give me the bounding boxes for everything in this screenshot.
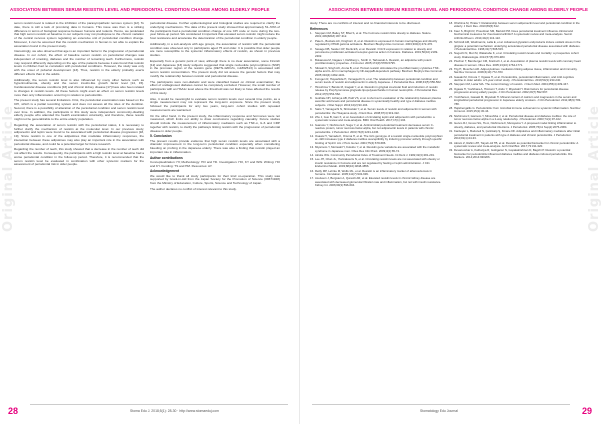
conflict-text: The author declares no conflict of interest relevant to this study. [150,186,237,191]
reference-item [310,97,443,107]
footer-rule [312,404,570,405]
reference-number: 27. [449,94,453,99]
side-band [586,22,600,402]
reference-text: Savage DB, Sewter CP, Klenk ES, et al. Resistin / Fizz3 expression in relation to obesity and peroxisome proliferator-activated receptor-gamma action in humans. Diabetes. 2001;50(10):2199-2202. [315,46,439,58]
reference-text: Schmidt AM, Weidman E, Lalla E, et al. Advanced glycation endproducts induce oxidant stress in the gingiva: a potential mechanism underlying accelerated periodontal disease associated with diabetes. J Periodontal Res. 1996;31(7):508-515. [454,40,581,51]
paragraph: Additionally, the serum resistin level is also influenced by many other factors such as hyperinsulinemia, obesity and the serum insulin-like growth factor level [14, 15]. Cardiovascular disease conditions [16] and chronic kidney disease [17] have also been related to changes in resistin levels. All these factors might exert an effect on serum resistin levels more than only inflammation occurring in relation to periodontitis. [14,77,144,97]
running-head: ASSOCIATION BETWEEN SERUM RESISTIN LEVEL AND PERIODONTAL CONDITION CHANGE AMONG ELDERLY PEOPLE [10,7,270,12]
paragraph: Regarding the number of teeth, this study showed that a decrease in the number of teeth did not affect the results. Consequently, the participants with a high resistin level at baseline had a worse periodontal condition in the follow-up period. Therefore, it is recommended that the serum resistin level be evaluated in combination with other systemic markers for the assessment of periodontal risk in older people. [14,147,144,167]
left-page [0,0,300,424]
footer-rule [30,404,288,405]
reference-number: 25. [449,82,453,87]
header-rule [310,18,576,19]
reference-number: 2. [310,38,313,43]
reference-item [310,135,443,145]
conclusion-heading: 5. Conclusion [150,134,172,139]
reference-number: 28. [449,105,453,110]
reference-number: 20. [449,40,453,45]
reference-number: 32. [449,140,453,145]
reference-number: 16. [310,168,314,173]
reference-item [310,124,443,134]
page-number: 28 [8,406,19,416]
reference-number: 24. [449,74,453,79]
reference-text: Bokarewa M, Nagaev I, Dahlberg L, Smith U, Tarkowski A. Resistin, an adipokine with potent proinflammatory properties. J Immunol. 2005;174(9):5789-5795. [315,57,432,66]
reference-number: 31. [449,129,453,134]
reference-number: 8. [310,95,313,100]
reference-number: 23. [449,66,453,71]
reference-number: 12. [310,134,314,139]
paragraph: Also, it would be meaningful to evaluate serum resistin levels over several time points, as a single measurement may not represent the long-term exposure. Since the present study followed the participants for only two years, long-term cohort studies with repeated measurements are warranted. [150,96,280,112]
reference-number: 33. [449,148,453,153]
paragraph: Interestingly, we also observed that age is an important factor in the progression of periodontal disease. In our cohort, the effect of baseline serum resistin on periodontal changes was independent of smoking, diabetes and the number of remaining teeth. Furthermore, resistin may respond differently depending on the age of the patients because it was found that resistin levels in children had no correlation with periodontal conditions. However, the study was only with the onset of pubertal development [13]. Thus, resistin in the elderly probably exerts different effects than in the adults. [14,49,144,76]
reference-number: 14. [310,153,314,158]
reference-text: Hiroshima Y, Bando M, Inagaki Y, et al. Resistin in gingival crevicular fluid and induction of resistin release by Porphyromonas gingivalis lipopolysaccharide in human neutrophils. J Periodontal Res. 2012;47(5):554-562. [315,84,438,96]
footer-text: Stoma Edu J. 2018;5(1): 28-30 · http://www.stomaeduj.com [130,409,219,413]
conclusion-text: The present results provide evidence that high serum resistin levels are associated with a dramatic improvement in the long-term periodontal condition especially when considering bleeding on probing in the Japanese elderly. There was also a finding that resistin played an important role in inflammation. [150,138,280,154]
reference-text: Noguchi N, Mori M, Watanabe K, et al. Circulating resistin levels and mortality: a prospective cohort study. Diabetologia. 2014;57(5):976-983. [454,51,579,59]
reference-text: Nishimura F, Iwamoto Y, Mineshiba J, et al. Periodontal disease and diabetes mellitus: the role of tumor necrosis factor-alpha in a 2-way relationship. J Periodontol. 2003;74(1):97-102. [454,113,576,122]
acknowledgement-heading: Acknowledgement [150,169,180,174]
reference-item [449,41,582,51]
side-band [0,22,14,402]
reference-number: 26. [449,86,453,91]
page-number: 29 [581,406,592,416]
paragraph: periodontal disease. Further epidemiological and biological studies are required to clarify the underlying mechanisms. The data of the present study showed that approximately 51–53% of the participants had a periodontal condition change of one CPI code or more during the two-year follow-up period. We considered it important that elevated serum resistin might reduce the host resistance and accelerate the deterioration of the periodontal condition in elderly people. [150,21,280,40]
reference-number: 5. [310,65,313,70]
paragraph: The present study has several limitations. First, the periodontal examination was based on the CPI, which is a partial recording system and does not assess all the sites of the dentition. Second, there is a possibility of alteration of the periodontal condition and serum resistin level over time. In addition, the participants in this study were independent community-dwelling elderly people who attended the health examination voluntarily, and therefore, these results might not be generalizable to the entire elderly population. [14,98,144,121]
reference-number: 3. [310,46,313,51]
reference-number: 19. [449,28,453,33]
reference-item [310,48,443,58]
reference-item [449,130,582,140]
paragraph: The participants were non-diabetic and were classified based on clinical examination; the effect of undiagnosed diabetes cannot be completely excluded. However, the small number of participants with an HbA1c level above the threshold was not likely to have affected the results of this study. [150,79,280,95]
reference-number: 7. [310,84,313,89]
reference-text: Ainslie WG. Community Periodontal Index of Treatment Needs. Int Dent J. 1982;32(3):281-291. [315,153,435,158]
reference-text: Axelsson J, Bergsten A, Qureshi AR, et al. Elevated resistin levels in chronic kidney disease are associated with decreased glomerular filtration rate and inflammation, but not with insulin resistance. Kidney Int. 2006;69(3):596-604. [315,176,442,188]
reference-number: 6. [310,76,313,81]
reference-number: 17. [310,176,314,181]
reference-number: 22. [449,59,453,64]
reference-item [310,67,443,77]
reference-text: Pischon T, Bamberger CM, Kratzsch J, et al. Association of plasma resistin levels with coronary heart disease in women. Obes Res. 2005;13(10):1764-1771. [454,59,581,67]
right-column-2 [449,22,582,404]
reference-number: 11. [310,122,314,127]
reference-text: Lee JH, Chan JL, Yiannakouris N, et al. Circulating resistin levels are not associated with obesity or insulin resistance in humans and are not regulated by fasting or leptin administration. J Clin Endocrinol Metab. 2003;88(10):4848-4856. [315,157,440,169]
running-head: ASSOCIATION BETWEEN SERUM RESISTIN LEVEL AND PERIODONTAL CONDITION CHANGE AMONG ELDERLY PEOPLE [328,7,588,12]
reference-number: 13. [310,145,314,150]
paragraph: Additionally, in a sub-analysis with age groups, the association of resistin with the periodontal condition was observed only in participants aged 75 and older. It is possible that older people are more susceptible to the systemic inflammatory effects of resistin, as shown in previous studies. [150,41,280,57]
reference-number: 18. [449,21,453,25]
paragraph: On the other hand, in the present study, the inflammatory response and hormones were not measured, which limits our ability to draw conclusions regarding causality. Future studies should include the measurement of inflammatory mediators such as TNF-α, IL-6 and CRP together with resistin, to clarify the pathways linking resistin with the progression of periodontal disease in older people. [150,113,280,133]
reference-text: Steppan CM, Lazar MA. The current biology of resistin. J Intern Med. 2004;255(4):439-447. [454,82,569,87]
side-label: Original Article [587,105,602,232]
reference-text: Iwasaki M, Kimura Y, Ogawa H, et al. Periodontitis, periodontal inflammation, and mild cognitive decline in older adults: a 5-year cohort study. J Periodontal Res. 2019;54(3):233-240. [454,74,575,83]
reference-text: Zhu J, Guo B, Gan X, et al. Association of circulating leptin and adiponectin with periodontitis: a systematic review and meta-analysis. BMC Oral Health. 2017;17(1):104. [315,114,435,123]
reference-item [449,30,582,40]
reference-text: Iwamoto Y, Nishimura F, Soga Y, et al. Antimicrobial periodontal treatment decreases serum C-reactive protein, tumor necrosis factor-alpha, but not adiponectin levels in patients with chronic periodontitis. J Periodontol. 2003;74(8):1231-1236. [315,122,434,134]
reference-number: 1. [310,31,313,35]
reference-number: 15. [310,157,314,162]
header-rule [10,18,276,19]
reference-number: 30. [449,121,453,126]
reference-list [449,22,582,160]
reference-number: 4. [310,57,313,62]
acknowledgement-text: We would like to thank all study participants for their kind co-operation. This study was supported by Grant-in-Aid from the Japan Society for the Promotion of Science (09671928) from the Ministry of Education, Culture, Sports, Science and Technology of Japan. [150,173,280,185]
right-column-1 [310,22,443,404]
reference-item [449,96,582,106]
reference-text: Ogawa H, Yoshihara A, Hirotomi T, Ando Y, Miyazaki H. Risk factors for periodontal disease progression among elderly people. J Clin Periodontol. 2002;29(7):592-597. [454,86,569,95]
paragraph: Especially from a genetic point of view, although there is no clear association, some Finnish [12] and Japanese [13] study subjects suggested that single nucleotide polymorphisms (SNP) in the promoter region of the resistin gene (RETN-420C/G, rs1862513) is associated with serum resistin concentration. The present study did not assess the genetic factors that may modify the relationship between resistin and periodontal disease. [150,58,280,78]
left-column-1 [14,22,144,404]
paragraph: study. There are no conflicts of interest and no financial interests to be disclosed. [310,21,421,25]
footer-text: Stomatology Edu Journal [420,409,458,413]
reference-number: 29. [449,113,453,118]
reference-item [310,158,443,168]
reference-text: Gokhale NH, Acharya AB, Patil VS, et al. A short-term evaluation of the relationship between plasma ascorbic acid levels and periodontal disease in systemically healthy and type 2 diabetes mellitus subjects. J Diet Suppl. 2013;10(2):93-104. [315,95,441,107]
left-column-2 [150,22,280,404]
reference-text: Reilly MP, Lehrke M, Wolfe ML, et al. Resistin is an inflammatory marker of atherosclerosis in humans. Circulation. 2005;111(7):932-939. [315,168,432,177]
reference-text: Patel L, Buckels AC, Kinghorn IJ, et al. Resistin is expressed in human macrophages and directly regulated by PPAR gamma activators. Biochem Biophys Res Commun. 2003;300(2):472-476. [315,38,438,47]
reference-text: Ohshima M, Hirata Y. Relationship between serum adiponectin level and periodontal condition in the elderly. J Dent Res. 2010;89(6):612. [454,21,580,29]
reference-number: 9. [310,107,313,112]
reference-text: Devanoorkar A, Kathariya R, Guttiganur N, Gopalakrishnan D, Bagchi P. Resistin: a potential biomarker for periodontitis influenced diabetes mellitus and diabetes induced periodontitis. Dis Markers. 2014;2014:930206. [454,148,573,160]
paragraph: serum resistin level is related to the inhibition of the parasympathetic nervous system [12]. To date, there is still a lack of promising data in humans. This issue was then is a striking difference in terms of biological response between humans and rodents. Hence, we postulated that high serum resistin at baseline in our subjects may not predispose to the chronic variation of the central nervous system regulating an extensive unit of periodontal condition change. Moreover, it can be assumed that the resistin mechanism in human is not able to explain the association found in the present study. [14,21,144,48]
reference-text: Saito T, Yamaguchi N, Shimazaki Y, et al. Serum levels of resistin and adiponectin in women with periodontitis: the Hisayama study. J Dent Res. 2008;87(4):319-322. [315,107,437,115]
reference-text: Akram Z, Rahim ZH, Taiyeb-Ali TB, et al. Resistin as potential biomarker for chronic periodontitis: A systematic review and meta-analysis. Arch Oral Biol. 2017;73:311-320. [454,140,579,148]
reference-text: Yoshihara A, Iwasaki M, Miyazaki H. Mineral content of calcium and magnesium in the serum and longitudinal periodontal progression in Japanese elderly smokers. J Clin Periodontol. 2011;38(9):783-788. [454,94,582,106]
reference-item [449,149,582,159]
reference-text: Steppan CM, Bailey ST, Bhat S, et al. The hormone resistin links obesity to diabetes. Nature. 2001;409(6818):307-312. [315,31,432,39]
reference-item [310,177,443,187]
references-heading: References [310,26,328,31]
reference-number: 21. [449,51,453,56]
reference-text: Furugen R, Hayashida H, Yamaguchi N, et al. The relationship between periodontal condition and serum levels of resistin and adiponectin in elderly Japanese. J Periodontal Res. 2008;43(5):556-562. [315,76,442,85]
reference-text: Osawa H, Yamada K, Onuma H, et al. The G/G genotype of a resistin single-nucleotide polymorphism at -420 increases type 2 diabetes mellitus susceptibility by inducing promoter activity through specific binding of Sp1/3. Am J Hum Genet. 2004;75(4):678-686. [315,134,443,145]
reference-text: Kardeşler L, Buduneli N, Çetinkalp Ş, Kinane DF. Adipokines and inflammatory mediators after initial periodontal treatment in patients with type 2 diabetes and chronic periodontitis. J Periodontol. 2010;81(1):24-33. [454,129,580,141]
reference-text: Kaur S, Bright R, Proudman SM, Bartold PM. Does periodontal treatment influence clinical and biochemical measures for rheumatoid arthritis? A systematic review and meta-analysis. Semin Arthritis Rheum. 2014;44(2):113-122. [454,28,573,40]
contributions-heading: Author contributions [150,155,183,160]
reference-number: 10. [310,114,314,119]
contributions-text: Conceptualization: HI; Methodology: HO and TD. Investigation: HO, KY and WW. Writing: HO and KY. Funding: TS and HM. Resources: AY. [150,159,280,168]
reference-text: Tilg H, Moschen AR. Adipocytokines: mediators linking adipose tissue, inflammation and immunity. Nat Rev Immunol. 2006;6(10):772-783. [454,66,578,75]
side-label: Original Article [1,105,16,232]
reference-text: Hajishengallis G. Periodontitis: from microbial immune subversion to systemic inflammation. Nat Rev Immunol. 2015;15(1):30-44. [454,105,581,114]
paragraph: Regarding the association of serum resistin with the periodontal status, it is necessary to further clarify the mechanism of resistin at the molecular level. In our previous study, adiponectin and leptin were found to be associated with periodontal disease progression [18, 19]. Since resistin is one of the adipokines that modulate inflammatory responses, the interaction between these adipokines may also play an important role in the association with periodontal disease, and could be a potential target for future research. [14,122,144,146]
reference-text: Silswal N, Singh AK, Aruna B, et al. Human resistin stimulates the pro-inflammatory cytokines TNF-alpha and IL-12 in macrophages by NF-kappaB-dependent pathway. Biochem Biophys Res Commun. 2005;334(4):1092-1101. [315,65,443,77]
reference-list [310,32,443,188]
reference-text: Genco RJ, Grossi SG, Ho A, Nishimura F, Murayama Y. A proposed model linking inflammation to obesity, diabetes, and periodontal infections. J Periodontol. 2005;76(11 Suppl):2075-2084. [454,121,577,129]
reference-item [310,86,443,96]
reference-text: Miyamoto Y, Morisaki H, Kokubo Y, et al. Resistin gene variations are associated with the metabolic syndrome in Japanese men. Obes Res Clin Pract. 2009;3(2):65-74. [315,145,440,153]
right-page [300,0,600,424]
